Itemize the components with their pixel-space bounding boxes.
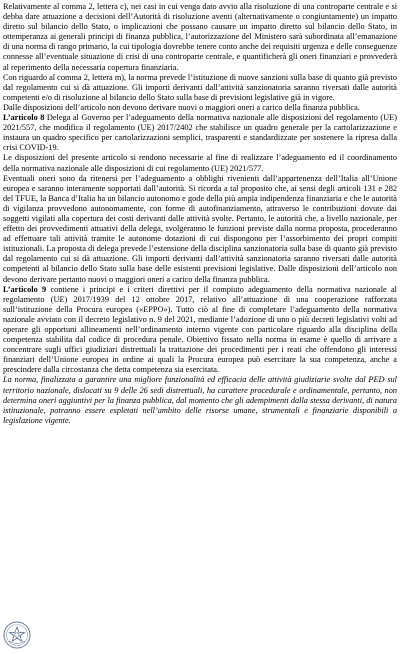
articolo-8-heading: L’articolo 8 <box>3 113 45 123</box>
paragraph-articolo-9 <box>3 285 397 376</box>
paragraph-no-oneri-1: Dalle disposizioni dell’articolo non devono derivare nuovi o maggiori oneri a carico della finanza pubblica. <box>3 102 360 112</box>
paragraph-disposizioni-necessarie: Le disposizioni del presente articolo si rendono necessarie al fine di realizzare l’adeguamento ed il coordinamento della normativa nazionale alle disposizioni di cui regolamento (UE) 2021/577. <box>3 153 397 173</box>
paragraph-eventuali-oneri: Eventuali oneri sono da ritenersi per l’adeguamento a obblighi rivenienti dall’appartenenza dell’Italia all’Unione europea e saranno interamente sopportati dall’autorità. Si ricorda a tal proposito che, ai sensi degli articoli 131 e 282 del TFUE, la Banca d’Italia ha un bilancio autonomo e gode della più ampia indipendenza finanziaria e che le autorità di vigilanza provvedono autonomamente, con forme di autofinanziamento, attraverso le contribuzioni dovute dai soggetti vigilati alla copertura dei costi derivanti dalle attività svolte. Pertanto, le autorità che, a livello nazionale, per effetto dei provvedimenti attuativi della delega, svolgeranno le funzioni previste dalla norma proposta, procederanno ad effettuare tali attività tramite le autonome dotazioni di cui dispongono per l’assorbimento dei propri compiti istituzionali. La proposta di delega prevede l’estensione della disciplina sanzionatoria sulla base di quanto già previsto dal regolamento cui si dà attuazione. Gli importi derivanti dall’attività sanzionatoria saranno riversati dalle autorità competenti al bilancio dello Stato sulla base delle esistenti previsioni legislative. Dalle disposizioni dell’articolo non devono derivare pertanto nuovi o maggiori oneri a carico della finanza pubblica. <box>3 173 397 284</box>
articolo-9-text: contiene i principi e i criteri direttivi per il compiuto adeguamento della normativa nazionale al regolamento (UE) 2017/1939 del 12 ottobre 2017, relativo all’attuazione di una cooperazione rafforzata sull’istituzione della Procura europea («EPPO»). Tutto ciò al fine di completare l’adeguamento della normativa nazionale avviato con il decreto legislativo n. 9 del 2021, mediante l’adozione di uno o più decreti legislativi volti ad operare gli opportuni allineamenti nell’ordinamento interno vigente con particolare riguardo alla disciplina della competenza stabilita dal codice di procedura penale. Obiettivo fissato nella norma in esame è quello di arrivare a concentrare sugli uffici giudiziari distrettuali la trattazione dei procedimenti per i reati che offendono gli interessi finanziari dell’Unione europea in ordine ai quali la Procura europea può esercitare la sua competenza, anche a prescindere dalla circostanza che detta competenza sia esercitata. <box>3 284 397 375</box>
paragraph-articolo-8 <box>3 113 397 153</box>
paragraph-norma-finalizzata: La norma, finalizzata a garantire una migliore funzionalità ed efficacia delle attività giudiziarie svolte dal PED sul territorio nazionale, dislocati su 9 delle 26 sedi distrettuali, ha carattere procedurale e ordinamentale, pertanto, non determina oneri aggiuntivi per la finanza pubblica, dal momento che gli adempimenti dalla stessa derivanti, di natura istituzionale, potranno essere espletati nell’ambito delle risorse umane, strumentali e finanziarie disponibili a legislazione vigente. <box>3 375 397 425</box>
paragraph-comma2-lettera-c: Relativamente al comma 2, lettera c), nei casi in cui venga dato avvio alla risoluzione di una controparte centrale e si debba dare attuazione a decisioni dell’Autorità di risoluzione aventi (alternativamente o congiuntamente) un impatto diretto sul bilancio dello Stato, o implicazioni che possano causare un impatto diretto sul bilancio dello Stato, in ottemperanza ai generali principi di finanza pubblica, l’autorizzazione del Ministero sarà subordinata all’emanazione di una norma di rango primario, la cui tipologia dovrebbe tenere conto anche dei requisiti urgenza e delle conseguenze connesse all’eventuale situazione di crisi di una controparte centrale, e quantificherà gli oneri finanziari e provvederà al reperimento della necessaria copertura finanziaria. <box>3 2 397 72</box>
articolo-9-heading: L’articolo 9 <box>3 284 47 294</box>
document-body <box>3 2 397 426</box>
articolo-8-text: Delega al Governo per l’adeguamento della normativa nazionale alle disposizioni del regolamento (UE) 2021/557, che modifica il regolamento (UE) 2017/2402 che stabilisce un quadro generale per la cartolarizzazione e instaura un quadro specifico per cartolarizzazioni semplici, trasparenti e standardizzate per sostenere la ripresa dalla crisi COVID-19. <box>3 113 398 153</box>
paragraph-comma2-lettera-m: Con riguardo al comma 2, lettera m), la norma prevede l’istituzione di nuove sanzioni sulla base di quanto già previsto dal regolamento cui si dà attuazione. Gli importi derivanti dall’attività sanzionatoria saranno riversati dalle autorità competenti e/o di risoluzione al bilancio dello Stato sulla base di previsioni legislative già in vigore. <box>3 72 397 102</box>
italian-republic-seal-icon <box>3 621 31 649</box>
